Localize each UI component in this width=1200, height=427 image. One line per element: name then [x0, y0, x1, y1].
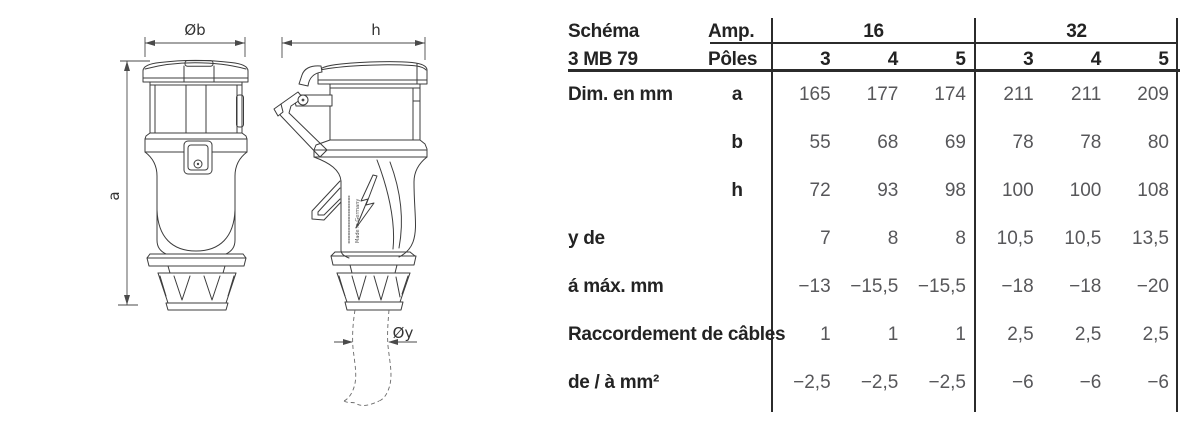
- poles-32-5: 5: [1158, 49, 1169, 70]
- cell-yde-32-4: 10,5: [1064, 228, 1102, 249]
- dim-y-label: Øy: [392, 324, 414, 342]
- cell-amax-32-5: −20: [1136, 276, 1169, 297]
- cell-racc-32-4: 2,5: [1074, 324, 1102, 345]
- dim-b-label: Øb: [184, 21, 206, 39]
- poles-label: Pôles: [708, 49, 758, 70]
- cell-h-16-5: 98: [944, 180, 966, 201]
- row-label-amax: á máx. mm: [568, 276, 664, 297]
- cable: [344, 310, 391, 405]
- cell-racc-16-3: 1: [820, 324, 831, 345]
- poles-16-3: 3: [820, 49, 831, 70]
- dim-a-label: a: [105, 191, 123, 201]
- front-view: [143, 60, 248, 310]
- cell-b-16-5: 69: [944, 132, 966, 153]
- amp-label: Amp.: [708, 21, 755, 42]
- cell-yde-16-3: 7: [820, 228, 831, 249]
- cell-amax-16-5: −15,5: [917, 276, 966, 297]
- row-label-yde: y de: [568, 228, 605, 249]
- cell-dea-32-5: −6: [1147, 372, 1169, 393]
- technical-drawing: [0, 0, 540, 427]
- poles-32-3: 3: [1023, 49, 1034, 70]
- cell-yde-16-5: 8: [955, 228, 966, 249]
- cell-amax-32-3: −18: [1001, 276, 1034, 297]
- dimension-b: [145, 21, 245, 57]
- cell-dea-32-3: −6: [1011, 372, 1034, 393]
- cell-dea-16-3: −2,5: [793, 372, 831, 393]
- cell-dea-16-4: −2,5: [860, 372, 899, 393]
- schema-value: 3 MB 79: [568, 49, 638, 70]
- cell-b-32-5: 80: [1147, 132, 1169, 153]
- poles-16-5: 5: [955, 49, 966, 70]
- cell-h-32-4: 100: [1069, 180, 1102, 201]
- cell-a-16-4: 177: [866, 84, 899, 105]
- cell-racc-16-5: 1: [955, 324, 966, 345]
- row-sub-a: a: [731, 84, 743, 105]
- cell-h-16-3: 72: [809, 180, 831, 201]
- cell-racc-32-5: 2,5: [1142, 324, 1169, 345]
- cell-a-16-3: 165: [798, 84, 831, 105]
- body-text: Made in Germany: [355, 198, 361, 243]
- dimension-h: [282, 21, 425, 60]
- cell-yde-32-5: 13,5: [1132, 228, 1169, 249]
- row-label-dea: de / à mm²: [568, 372, 659, 393]
- cell-h-32-3: 100: [1001, 180, 1034, 201]
- cell-b-32-3: 78: [1012, 132, 1034, 153]
- cell-dea-16-5: −2,5: [928, 372, 966, 393]
- amp-group-16: 16: [863, 21, 884, 42]
- cell-a-32-4: 211: [1071, 84, 1102, 105]
- poles-digits-row: [772, 47, 1178, 73]
- cell-a-32-5: 209: [1137, 84, 1169, 105]
- data-grid: [772, 71, 1178, 407]
- cell-yde-32-3: 10,5: [996, 228, 1034, 249]
- cell-yde-16-4: 8: [887, 228, 899, 249]
- cell-b-16-4: 68: [877, 132, 899, 153]
- cell-amax-16-3: −13: [798, 276, 831, 297]
- row-sub-h: h: [731, 180, 743, 201]
- amp-group-32: 32: [1066, 21, 1087, 42]
- poles-16-4: 4: [887, 49, 899, 70]
- cell-amax-16-4: −15,5: [850, 276, 899, 297]
- side-view: [274, 62, 427, 406]
- cell-amax-32-4: −18: [1069, 276, 1102, 297]
- dimension-y: [334, 324, 417, 345]
- cell-h-16-4: 93: [877, 180, 899, 201]
- dimension-a: [105, 61, 150, 305]
- row-label-racc: Raccordement de câbles: [568, 324, 786, 345]
- row-sub-b: b: [731, 132, 743, 153]
- schema-label: Schéma: [568, 21, 640, 42]
- cell-dea-32-4: −6: [1079, 372, 1102, 393]
- cell-racc-32-3: 2,5: [1007, 324, 1034, 345]
- cell-a-16-5: 174: [934, 84, 966, 105]
- dim-h-label: h: [371, 21, 381, 39]
- cell-h-32-5: 108: [1137, 180, 1169, 201]
- cell-b-16-3: 55: [809, 132, 831, 153]
- cell-racc-16-4: 1: [887, 324, 899, 345]
- row-label-dim: Dim. en mm: [568, 84, 673, 105]
- cell-a-32-3: 211: [1003, 84, 1034, 105]
- cell-b-32-4: 78: [1080, 132, 1102, 153]
- poles-32-4: 4: [1090, 49, 1102, 70]
